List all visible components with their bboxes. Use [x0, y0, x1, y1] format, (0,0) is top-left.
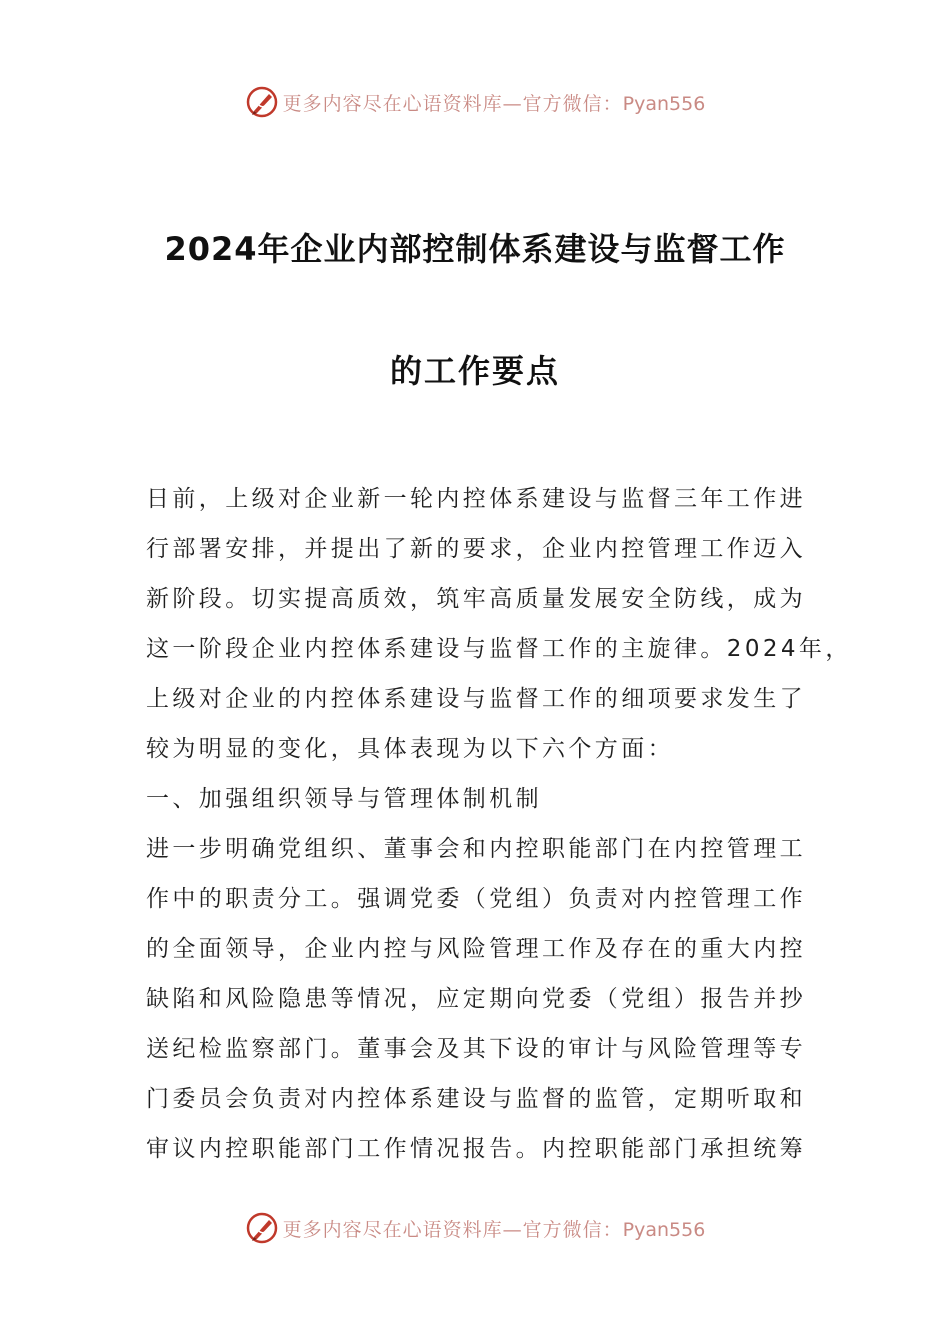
body-line: 进一步明确党组织、董事会和内控职能部门在内控管理工 [146, 836, 806, 862]
pen-logo-icon [245, 1211, 279, 1245]
watermark-text [283, 1215, 706, 1242]
body-line: 较为明显的变化，具体表现为以下六个方面： [146, 736, 674, 762]
body-line: 行部署安排，并提出了新的要求，企业内控管理工作迈入 [146, 536, 806, 562]
document-body [146, 481, 852, 1181]
body-line: 日前，上级对企业新一轮内控体系建设与监督三年工作进 [146, 486, 806, 512]
body-line: 送纪检监察部门。董事会及其下设的审计与风险管理等专 [146, 1036, 806, 1062]
watermark-wechat-id: Pyan556 [622, 92, 706, 115]
body-line: 门委员会负责对内控体系建设与监督的监管，定期听取和 [146, 1086, 806, 1112]
watermark-wechat-id: Pyan556 [622, 1218, 706, 1241]
pen-logo-icon [245, 85, 279, 119]
body-line: 的全面领导，企业内控与风险管理工作及存在的重大内控 [146, 936, 806, 962]
document-title-line-1: 2024年企业内部控制体系建设与监督工作 [164, 230, 786, 268]
body-line: 审议内控职能部门工作情况报告。内控职能部门承担统筹 [146, 1136, 806, 1162]
section-heading: 一、加强组织领导与管理体制机制 [146, 786, 542, 812]
watermark-label: 更多内容尽在心语资料库—官方微信： [282, 92, 623, 115]
body-line: 新阶段。切实提高质效，筑牢高质量发展安全防线，成为 [146, 586, 806, 612]
body-line: 缺陷和风险隐患等情况，应定期向党委（党组）报告并抄 [146, 986, 806, 1012]
body-line: 作中的职责分工。强调党委（党组）负责对内控管理工作 [146, 886, 806, 912]
body-line: 上级对企业的内控体系建设与监督工作的细项要求发生了 [146, 686, 806, 712]
watermark-text [283, 89, 706, 116]
footer-watermark [0, 1208, 950, 1248]
header-watermark [0, 82, 950, 122]
document-title-line-2: 的工作要点 [389, 352, 560, 390]
watermark-label: 更多内容尽在心语资料库—官方微信： [282, 1218, 623, 1241]
body-line: 这一阶段企业内控体系建设与监督工作的主旋律。2024年， [146, 636, 852, 662]
